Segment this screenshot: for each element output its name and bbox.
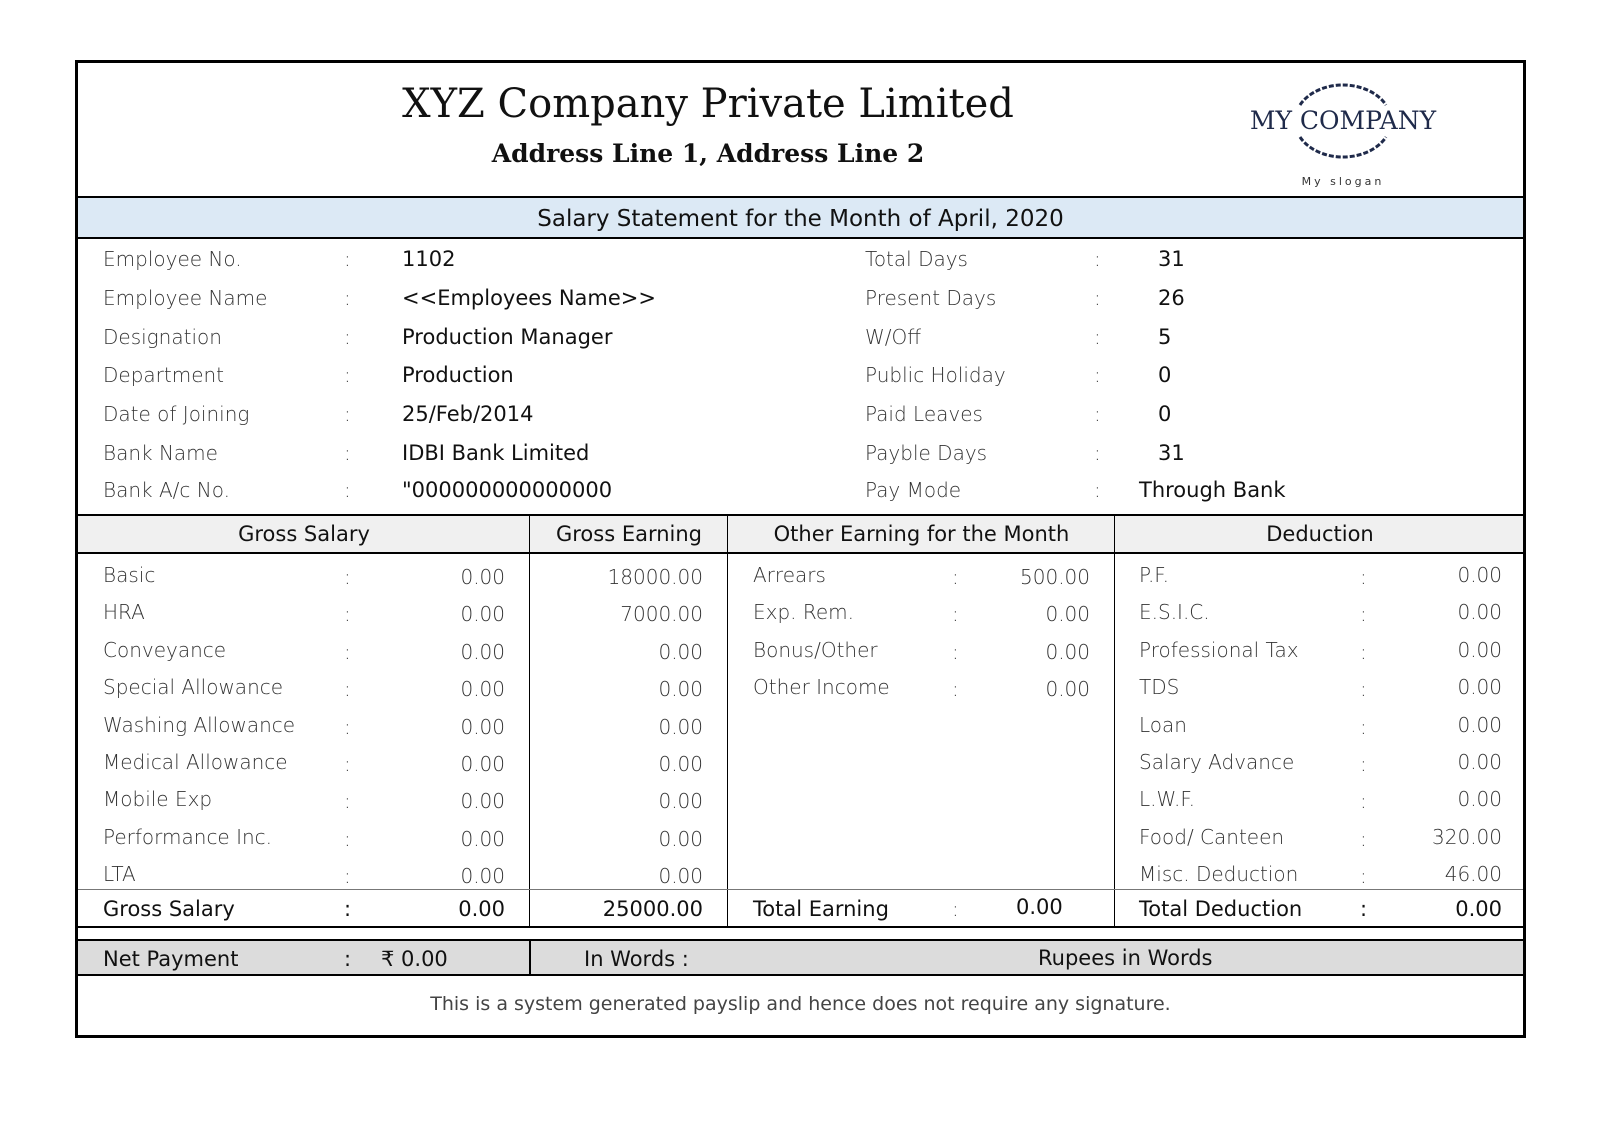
colon: : — [1360, 602, 1367, 627]
salary-component-label: Medical Allowance — [103, 750, 288, 774]
header-deduction: Deduction — [1266, 522, 1374, 546]
deduction-label: E.S.I.C. — [1139, 600, 1210, 625]
gross-salary-value: 0.00 — [460, 789, 505, 814]
colon: : — [344, 752, 351, 776]
attendance-label: Total Days — [865, 247, 968, 271]
gross-earning-value: 0.00 — [658, 826, 703, 851]
other-earning-label: Arrears — [753, 563, 826, 587]
in-words-value: Rupees in Words — [1038, 946, 1213, 970]
employee-info-label: Designation — [103, 325, 222, 349]
attendance-value: 31 — [1158, 441, 1185, 465]
attendance-label: Payble Days — [865, 441, 988, 465]
gross-earning-value: 7000.00 — [620, 602, 703, 627]
attendance-value: 26 — [1158, 286, 1185, 310]
deduction-value: 0.00 — [1457, 675, 1502, 700]
colon: : — [344, 826, 351, 851]
deduction-value: 0.00 — [1457, 600, 1502, 625]
salary-component-label: Special Allowance — [103, 675, 284, 700]
gross-salary-value: 0.00 — [460, 677, 505, 702]
employee-info-value: <<Employees Name>> — [402, 286, 656, 310]
net-payment-value: ₹ 0.00 — [381, 947, 448, 971]
colon: : — [344, 602, 351, 627]
colon: : — [344, 714, 351, 739]
deduction-label: Misc. Deduction — [1139, 862, 1299, 887]
payslip — [75, 60, 1526, 1038]
colon: : — [1360, 897, 1368, 921]
employee-info-label: Employee Name — [103, 286, 268, 310]
deduction-label: Professional Tax — [1139, 637, 1299, 662]
company-logo — [1228, 69, 1458, 193]
attendance-value: 31 — [1158, 247, 1185, 271]
colon: : — [344, 325, 351, 349]
header-gross-salary: Gross Salary — [238, 522, 370, 546]
attendance-value: 0 — [1158, 402, 1172, 426]
colon: : — [1360, 826, 1367, 851]
colon: : — [344, 286, 351, 310]
colon: : — [344, 639, 351, 664]
salary-component-label: Performance Inc. — [103, 824, 273, 849]
attendance-label: W/Off — [865, 325, 922, 349]
attendance-label: Paid Leaves — [865, 402, 983, 426]
salary-component-label: Washing Allowance — [103, 712, 296, 737]
svg-text:My slogan: My slogan — [1301, 175, 1385, 188]
colon: : — [344, 677, 351, 702]
gross-salary-value: 0.00 — [460, 826, 505, 851]
colon: : — [1094, 402, 1101, 426]
deduction-label: Food/ Canteen — [1139, 824, 1285, 849]
other-earning-label: Exp. Rem. — [753, 600, 855, 625]
header-gross-earning: Gross Earning — [555, 522, 703, 546]
company-name: XYZ Company Private Limited — [402, 81, 1014, 127]
employee-info-label: Bank Name — [103, 441, 218, 465]
colon: : — [1360, 565, 1367, 589]
deduction-label: L.W.F. — [1139, 787, 1195, 812]
gross-earning-value: 0.00 — [658, 789, 703, 814]
deduction-label: Salary Advance — [1139, 750, 1295, 774]
colon: : — [344, 363, 351, 387]
other-earning-label: Bonus/Other — [753, 637, 878, 662]
gross-salary-value: 0.00 — [460, 752, 505, 776]
employee-info-value: Production Manager — [402, 325, 613, 349]
attendance-value: Through Bank — [1139, 478, 1286, 502]
colon: : — [1360, 714, 1367, 739]
deduction-value: 0.00 — [1457, 750, 1502, 774]
salary-component-label: Conveyance — [103, 637, 227, 662]
other-earning-value: 0.00 — [1045, 677, 1090, 702]
attendance-value: 5 — [1158, 325, 1172, 349]
colon: : — [1360, 789, 1367, 814]
net-payment-row — [78, 939, 1523, 976]
total-deduction-value: 0.00 — [1455, 897, 1502, 921]
employee-info-value: 1102 — [402, 247, 456, 271]
colon: : — [344, 789, 351, 814]
employee-info-value: "000000000000000 — [402, 478, 613, 502]
colon: : — [952, 639, 959, 664]
in-words-label: In Words : — [584, 947, 689, 971]
colon: : — [1094, 363, 1101, 387]
attendance-label: Present Days — [865, 286, 997, 310]
gross-earning-value: 0.00 — [658, 752, 703, 776]
salary-component-label: Mobile Exp — [103, 787, 213, 812]
gross-salary-total: 0.00 — [458, 897, 505, 921]
colon: : — [344, 402, 351, 426]
total-earning-value: 0.00 — [1016, 895, 1063, 919]
colon: : — [1094, 441, 1101, 465]
gross-salary-value: 0.00 — [460, 639, 505, 664]
colon: : — [1360, 677, 1367, 702]
svg-text:MY COMPANY: MY COMPANY — [1249, 106, 1437, 135]
salary-component-label: Basic — [103, 563, 156, 587]
colon: : — [952, 677, 959, 702]
total-earning-label: Total Earning — [753, 897, 889, 921]
gross-earning-total: 25000.00 — [602, 897, 703, 921]
other-earning-label: Other Income — [753, 675, 890, 700]
employee-info-value: IDBI Bank Limited — [402, 441, 590, 465]
other-earning-value: 500.00 — [1020, 565, 1090, 589]
colon: : — [952, 602, 959, 627]
gross-earning-value: 0.00 — [658, 864, 703, 889]
colon: : — [1094, 325, 1101, 349]
net-payment-label: Net Payment — [103, 947, 239, 971]
employee-info-label: Employee No. — [103, 247, 242, 271]
colon: : — [952, 897, 959, 921]
attendance-value: 0 — [1158, 363, 1172, 387]
gross-earning-value: 0.00 — [658, 677, 703, 702]
colon: : — [1094, 286, 1101, 310]
deduction-label: Loan — [1139, 712, 1187, 737]
header-other-earning: Other Earning for the Month — [773, 522, 1070, 546]
colon: : — [1360, 639, 1367, 664]
deduction-value: 0.00 — [1457, 563, 1502, 587]
gross-earning-value: 0.00 — [658, 714, 703, 739]
gross-earning-value: 18000.00 — [607, 565, 703, 589]
employee-info-label: Bank A/c No. — [103, 478, 230, 502]
salary-component-label: HRA — [103, 600, 145, 625]
colon: : — [344, 441, 351, 465]
attendance-label: Pay Mode — [865, 478, 962, 502]
other-earning-value: 0.00 — [1045, 602, 1090, 627]
total-deduction-label: Total Deduction — [1139, 897, 1303, 921]
net-colon: : — [344, 947, 352, 971]
colon: : — [344, 864, 351, 889]
gross-earning-value: 0.00 — [658, 639, 703, 664]
deduction-value: 46.00 — [1444, 862, 1502, 887]
attendance-label: Public Holiday — [865, 363, 1006, 387]
gross-salary-value: 0.00 — [460, 714, 505, 739]
colon: : — [1360, 752, 1367, 776]
colon: : — [344, 247, 351, 271]
gross-salary-value: 0.00 — [460, 565, 505, 589]
colon: : — [344, 897, 352, 921]
other-earning-value: 0.00 — [1045, 639, 1090, 664]
colon: : — [952, 565, 959, 589]
deduction-label: P.F. — [1139, 563, 1169, 587]
gross-salary-value: 0.00 — [460, 864, 505, 889]
gross-salary-value: 0.00 — [460, 602, 505, 627]
footer-note: This is a system generated payslip and hence does not require any signature. — [430, 993, 1171, 1015]
deduction-value: 0.00 — [1457, 637, 1502, 662]
salary-component-label: LTA — [103, 862, 136, 887]
employee-info-value: Production — [402, 363, 514, 387]
employee-info-value: 25/Feb/2014 — [402, 402, 534, 426]
colon: : — [1360, 864, 1367, 889]
colon: : — [344, 565, 351, 589]
colon: : — [1094, 247, 1101, 271]
colon: : — [1094, 478, 1101, 502]
deduction-value: 0.00 — [1457, 787, 1502, 812]
company-address: Address Line 1, Address Line 2 — [491, 139, 925, 168]
colon: : — [344, 478, 351, 502]
deduction-value: 0.00 — [1457, 712, 1502, 737]
statement-title: Salary Statement for the Month of April, 2020 — [78, 196, 1523, 239]
employee-info-label: Date of Joining — [103, 402, 250, 426]
deduction-label: TDS — [1139, 675, 1180, 700]
gross-salary-total-label: Gross Salary — [103, 897, 235, 921]
employee-info-label: Department — [103, 363, 225, 387]
deduction-value: 320.00 — [1432, 824, 1502, 849]
